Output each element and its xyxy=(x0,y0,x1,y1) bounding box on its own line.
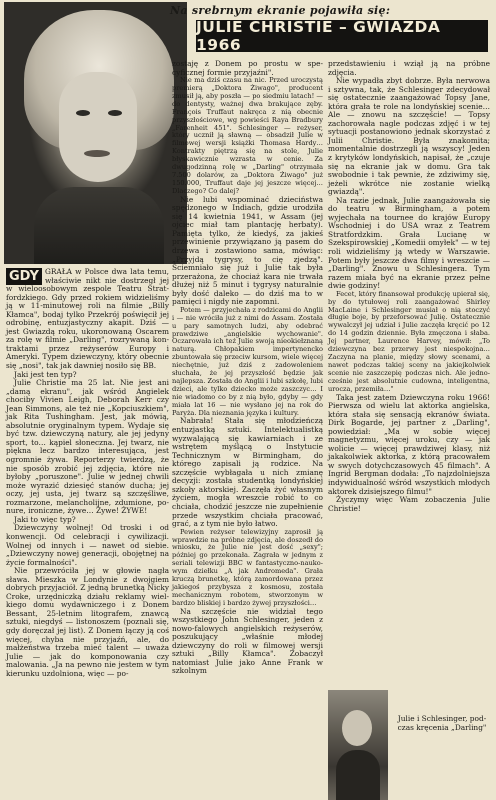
paragraph: Nie lubi wspominać dzieciństwa spędzonego w Indiach, gdzie urodziła się 14 kwietnia 1941, w Assam (jej ojciec miał tam plantację herbaty). Pamięta tylko, że kiedyś, za jakieś przewinienie przywiązano ją pasem do drzewa i zostawiono sama, mówiąc: „Przyjdą tygrysy, to cię zjedzą". Ściemniało się już i Julie tak była przerażona, że chociaż kara nie trwała dłużej niż 5 minut i tygrysy naturalnie były dość daleko — do dziś ma to w pamięci i nigdy nie zapomni. xyxy=(172,194,323,307)
paragraph: Nabrała! Stała się młodzieńczą entuzjastką sztuki. Intelektualistką wyzwalającą się kawiarniach i ze wstrętem myślącą o Instytucie Technicznym w Birmingham, do którego zapisali ją rodzice. Na szczęście wybłagała u nich zmianę decyzji: została studentką londyńskiej szkoły aktorskiej. Zaczęła żyć własnym życiem, mogła wreszcie robić to co chciała, chodzić jeszcze nie zupełnienie przede wszystkim chciała pracować, grać, a z tym nie było łatwo. xyxy=(172,416,323,529)
paragraph: zostaję z Donem po prostu w specyficznej formie przyjaźni". xyxy=(172,59,323,77)
portrait-face xyxy=(59,72,137,182)
paragraph: Życzymy więc Wam zobaczenia Julie Christie! xyxy=(328,495,490,513)
portrait-mouth xyxy=(84,150,110,157)
paragraph: Nie ma dziś czasu na nic. Przed uroczystą premierą „Doktora Żiwago", producent zmusił ją, aby poszła — po siedmiu latach! — do dentysty, ważnej dwa brakujące zęby. François Truffaut nakręca z nią obecnie przyszłościowe, wg powieści Raya Bradbury „Farenheit 451". Schlesinger — reżyser, który ucznił ją sławną — obsadził Julie w filmowej wersji książki Thomasa Hardy… Kontrakty piętrzą się na stole, Julie błyskawicznie wzrasta w cenie. Za dwugodzinną rolę w „Darling" otrzymała 7.500 dolarów, za „Doktora Żiwago" już 150.000, Truffaut daje jej jeszcze więcej… Dlaczego? Co dalej? xyxy=(172,76,323,195)
paragraph: Taka jest zatem Dziewczyna roku 1966! Pierwsza od wielu lat aktorka angielska, która stała się sensacją ekranów świata. Dirk Bogarde, jej partner z „Darling", powiedział: „Ma w sobie więcej magnetyzmu, więcej uroku, czy — jak wolicie — więcej prawdziwej klasy, niż jakakolwiek aktorka, z którą pracowałem w swych dotychczasowych 45 filmach". A Ingrid Bergman dodała: „To najzdolniejsza indywidualność wśród wszystkich młodych aktorek dzisiejszego filmu!" xyxy=(328,392,490,496)
paragraph: Na szczęście nie widział tego wszystkiego John Schlesinger, jeden z nowo-falowych angielskich reżyserów, poszukujący „właśnie młodej dziewczyny do roli w filmowej wersji sztuki „Billy Kłamca". Zobaczył natomiast Julie jako Anne Frank w szkolnym xyxy=(172,606,323,676)
paragraph: Dziewczyny wolnej! Od troski i od konwencji. Od celebracji i cywilizacji. Wolnej od innych i — nawet od siebie. „Dziewczyny nowej generacji, obojętnej na życie formalności". xyxy=(6,523,169,567)
paragraph: Nie wypadła zbyt dobrze. Była nerwowa i sztywna, tak, że Schlesinger zdecydował się ostatecznie zaangażować Topsy Jane, która grała te role na londyńskiej scenie… Ale — znowu na szczęście! — Topsy zachorowała nagle podczas zdjęć i w tej sytuacji postanowiono jednak skorzystać z Julii Christie. Była znakomita; momentalnie dostrzegli ją wszyscy! Jeden z krytyków londyńskich, napisał, że „czuje się na ekranie jak w domu. Gra tak swobodnie i tak pewnie, że zdziwimy się, jeżeli wkrótce nie zostanie wielką gwiazdą". xyxy=(328,76,490,197)
paragraph: Na razie jednak, Julie zaangażowała się do teatru w Birmingham, a potem wyjechała na tournee do krajów Europy Wschodniej i do USA wraz z Teatrem Stratfordzkim. Grała Lucianę w Szekspirowskiej „Komedii omyłek" — w tej roli widzieliśmy ją wtedy w Warszawie. Potem były jeszcze dwa filmy i wreszcie — „Darling". Znowu u Schlesingera. Tym razem miała być na ekranie przez pełne dwie godziny! xyxy=(328,195,490,291)
paragraph: Nie przewróciła jej w głowie nagła sława. Mieszka w Londynie z dwojgiem dobrych przyjaciół. Z jedną brunetką Nicky Croke, urzędniczką działu reklamy wielkiego domu wydawniczego i z Donem Bessant, 25-letnim litografem, znawcą sztuki, niegdyś — listonoszem (poznali się, gdy doręczał jej list). Z Donem łączy ją coś więcej, chyba nie przyjaźń, ale, do małżeństwa trzeba mieć talent — uważa Julie — jak do komponowania czy malowania. „Ja na pewno nie jestem w tym kierunku uzdolniona, więc — po- xyxy=(6,566,169,678)
paragraph: Jaki to więc typ? xyxy=(14,514,76,524)
paragraph: Potem — przyjechała z rodzicami do Anglii i — nie wróciła już z nimi do Assam. Została u pary samotnych ludzi, aby odebrać prawdziwe „angielskie wychowanie". Oczarowała ich też Julie swoją nieokiełznaną naturą. Chłopakiem impertynencko zbuntowała się przeciw kursom, wiele więcej niechętnie, już dziś z zadowoleniem słuchała, że jej przyszłość będzie jak najlepsza. Została do Anglii i lubi szkołę, lubi dzieci, ale tylko dziecko może zaszczyc… I nie wiadomo co by z nią było, gdyby — gdy miała lat 16 — nie wysłano jej na rok do Paryża. Dla nieznania języka i kultury. xyxy=(172,305,323,417)
paragraph: Pewien reżyser telewizyjny zaprosił ją wprawdzie na próbne zdjęcia, ale doszedł do wniosku, że Julie nie jest dość „sexy"; później go przekonała. Zagrała w jednym z seriali telewizji BBC w fantastyczno-naukowym dziełku „A jak Andromeda". Grała kruczą brunetkę, którą zamordowana przez jakiegoś przybysza z kosmosu, została mechanicznym robotem, stworzonym w bardzo bliskiej i bardzo żywej przyszłości… xyxy=(172,527,323,607)
drop-cap: GDY xyxy=(6,268,42,285)
portrait-eye-right xyxy=(108,110,122,116)
photo-head xyxy=(342,710,372,746)
paragraph: Jaki jest ten typ? xyxy=(14,369,77,379)
portrait-collar xyxy=(34,187,164,264)
paragraph: Fecet, który finansował produkcję upierał się, by do tytułowej roli zaangażować Shirley MacLaine i Schlesinger musiał o nią stoczyć długie boje, by przeforsować Julię. Ostatecznie wywalczył jej udział i Julie zaczęła kręcić po 12 do 14 godzin dziennie. Była zmęczona i słaba. Jej partner, Laurence Harvey, mówił: „To dziewczyna bez przerwy jest niespokojna… Zaczyna na planie, między słowy scenami, a nawet podczas takiej sceny na jakiejkolwiek scenie nie zaszczepię podczas nich. Ale jednocześnie jest absolutnie cudowna, inteligentna, urocza, przemiła…" xyxy=(328,289,490,393)
portrait-photo xyxy=(4,2,187,264)
portrait-eye-left xyxy=(76,110,90,116)
paragraph xyxy=(6,268,169,371)
paragraph-text: GRAŁA w Polsce dwa lata temu, właściwie nikt nie dostrzegł jej w wieloosobowym zespole Teatru Stratfordzkiego. Gdy przed rokiem widzieliśmy ją w 11-minutowej roli na filmie „Billy Kłamca", bodaj tylko Przekrój poświęcił jej odrobinę, entuzjastyczny akapit. Dziś — jest Gwiazdą roku, ukoronowaną Oscarem za rolę w filmie „Darling", rozrywaną kontraktami przez reżyserów Europy i Ameryki. Typem dziewczyny, który obecnie się „nosi", tak jak dawniej nosiło się BB. xyxy=(6,267,169,371)
article-title: JULIE CHRISTIE – GWIAZDA 1966 xyxy=(196,20,488,52)
kicker-text: Na srebrnym ekranie pojawiła się: xyxy=(170,4,391,17)
photo-caption: Julie i Schlesinger, podczas kręcenia „Darling" xyxy=(397,714,487,732)
paragraph: Julie Christie ma 25 lat. Nie jest ani „damą ekranu", jak wśród Angielek chociby Vivien Leigh, Deborah Kerr czy Jean Simmons, ale też nie „Kopciuszkiem", jak Rita Tushingham. Jest, jak mówią, absolutnie oryginalnym typem. Wydaje się być tzw. dziewczyną natury, ale jej jedyny sport, to… kąpiel słoneczna. Jej twarz, nie piękna lecz bardzo interesująca, jest ogromnie żywa. Reporterzy twierdzą, że nie sposób zrobić jej zdjęcia, które nie byłoby „poruszone". Julie w jednej chwili może wyrazić dziesięć stanów ducha; jej oczy, jej usta, jej twarz są szczęśliwe, rozmarzone, melancholijne, zdumione, ponure, ironiczne, żywe… Żywe! ŻYWE! xyxy=(6,378,169,516)
photo-body xyxy=(336,750,380,800)
schlesinger-photo xyxy=(328,690,388,800)
column-2 xyxy=(172,60,323,676)
column-3 xyxy=(328,60,490,513)
paragraph: przedstawieniu i wziął ją na próbne zdjęcia. xyxy=(328,59,490,77)
column-1 xyxy=(6,268,169,678)
